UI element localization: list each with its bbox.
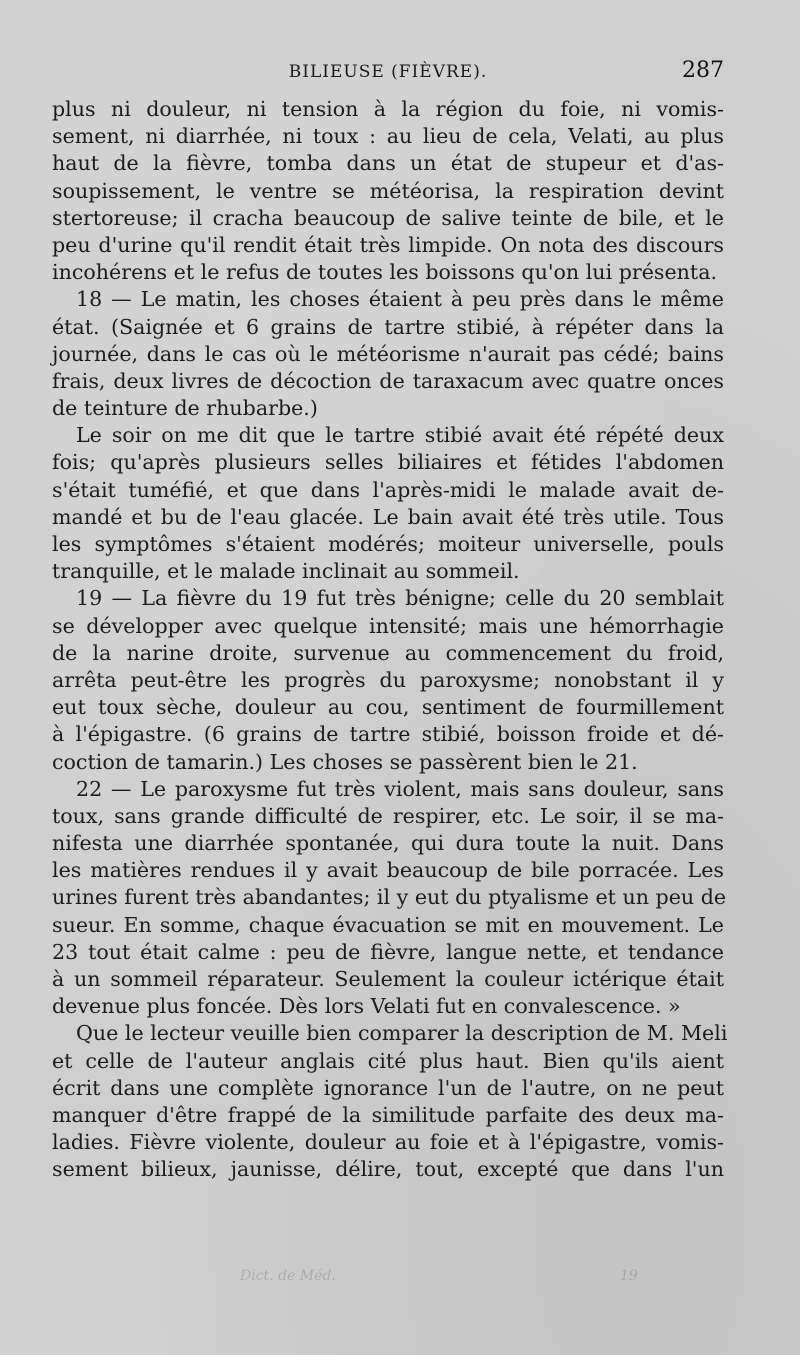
text-line: sement bilieux, jaunisse, délire, tout, excepté que dans l'un xyxy=(52,1157,724,1182)
text-line: et celle de l'auteur anglais cité plus haut. Bien qu'ils aient xyxy=(52,1048,724,1073)
page-number: 287 xyxy=(682,58,724,83)
text-line: nifesta une diarrhée spontanée, qui dura toute la nuit. Dans xyxy=(52,831,724,856)
text-line: de la narine droite, survenue au commencement du froid, xyxy=(52,640,724,665)
text-line: coction de tamarin.) Les choses se passèrent bien le 21. xyxy=(52,749,638,774)
text-line: ladies. Fièvre violente, douleur au foie et à l'épigastre, vomis- xyxy=(52,1130,724,1155)
text-line: 22 — Le paroxysme fut très violent, mais sans douleur, sans xyxy=(76,776,724,801)
text-line: 23 tout était calme : peu de fièvre, langue nette, et tendance xyxy=(52,939,724,964)
text-line: de teinture de rhubarbe.) xyxy=(52,396,318,421)
text-line: toux, sans grande difficulté de respirer, etc. Le soir, il se ma- xyxy=(52,803,724,828)
text-line: incohérens et le refus de toutes les boissons qu'on lui présenta. xyxy=(52,260,718,285)
text-line: 18 — Le matin, les choses étaient à peu près dans le même xyxy=(76,287,724,312)
text-line: sueur. En somme, chaque évacuation se mit en mouvement. Le xyxy=(52,912,724,937)
text-line: urines furent très abandantes; il y eut du ptyalisme et un peu de xyxy=(52,885,727,910)
text-line: manquer d'être frappé de la similitude parfaite des deux ma- xyxy=(52,1102,724,1127)
text-line: eut toux sèche, douleur au cou, sentiment de fourmillement xyxy=(52,695,724,720)
text-line: fois; qu'après plusieurs selles biliaires et fétides l'abdomen xyxy=(52,450,724,475)
text-line: à un sommeil réparateur. Seulement la couleur ictérique était xyxy=(52,967,724,991)
text-line: plus ni douleur, ni tension à la région du foie, ni vomis- xyxy=(52,97,724,121)
show-through-signature-number: 19 xyxy=(620,1268,638,1284)
text-line: journée, dans le cas où le météorisme n'aurait pas cédé; bains xyxy=(52,341,724,366)
running-title: BILIEUSE (FIÈVRE). xyxy=(288,62,488,82)
text-line: tranquille, et le malade inclinait au sommeil. xyxy=(52,559,520,584)
body-text xyxy=(52,96,728,1184)
text-line: sement, ni diarrhée, ni toux : au lieu de cela, Velati, au plus xyxy=(52,124,724,149)
text-line: devenue plus foncée. Dès lors Velati fut en convalescence. » xyxy=(52,994,681,1019)
text-line: haut de la fièvre, tomba dans un état de stupeur et d'as- xyxy=(52,151,724,176)
text-line: peu d'urine qu'il rendit était très limpide. On nota des discours xyxy=(52,232,724,257)
text-line: mandé et bu de l'eau glacée. Le bain avait été très utile. Tous xyxy=(52,504,724,529)
text-line: s'était tuméfié, et que dans l'après-midi le malade avait de- xyxy=(52,477,724,502)
text-line: frais, deux livres de décoction de taraxacum avec quatre onces xyxy=(52,368,724,393)
text-line: se développer avec quelque intensité; mais une hémorrhagie xyxy=(52,613,724,638)
text-line: état. (Saignée et 6 grains de tartre stibié, à répéter dans la xyxy=(52,314,724,339)
text-line: arrêta peut-être les progrès du paroxysme; nonobstant il y xyxy=(52,667,724,692)
text-line: Le soir on me dit que le tartre stibié avait été répété deux xyxy=(76,423,724,448)
text-line: à l'épigastre. (6 grains de tartre stibié, boisson froide et dé- xyxy=(52,722,724,747)
text-line: les symptômes s'étaient modérés; moiteur universelle, pouls xyxy=(52,532,724,556)
text-line: 19 — La fièvre du 19 fut très bénigne; celle du 20 semblait xyxy=(76,586,724,611)
show-through-signature: Dict. de Méd. xyxy=(240,1268,336,1284)
text-line: les matières rendues il y avait beaucoup de bile porracée. Les xyxy=(52,858,724,883)
text-line: soupissement, le ventre se météorisa, la respiration devint xyxy=(52,178,724,203)
text-line: Que le lecteur veuille bien comparer la description de M. Meli xyxy=(76,1021,728,1046)
text-line: stertoreuse; il cracha beaucoup de salive teinte de bile, et le xyxy=(52,205,724,230)
text-line: écrit dans une complète ignorance l'un de l'autre, on ne peut xyxy=(52,1075,724,1100)
running-header xyxy=(52,58,724,88)
